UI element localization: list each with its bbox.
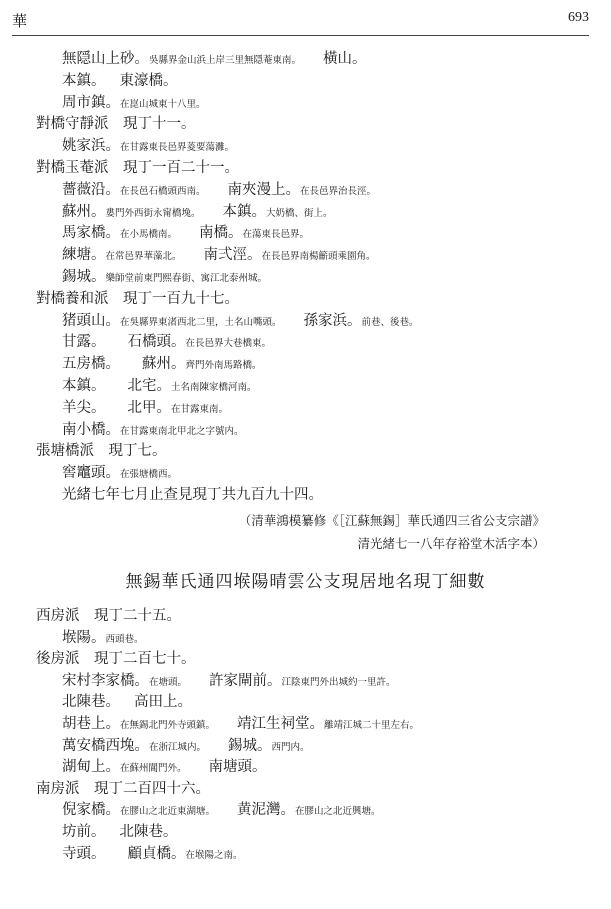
place-entry (0, 311, 611, 333)
place-name: 光緒七年七月止查見現丁共九百九十四。 (62, 487, 323, 503)
place-name: 蘇州。 (62, 203, 106, 220)
place-name: 胡巷上。 (62, 716, 120, 732)
place-entry (0, 628, 611, 650)
place-name: 甘露。 (62, 334, 106, 351)
place-name: 五房橋。 (62, 356, 120, 373)
place-name: 本鎮。 (222, 203, 267, 220)
place-name: 窖竈頭。 (62, 465, 120, 482)
place-note: 西門内。 (271, 741, 310, 753)
place-name: 猪頭山。 (62, 312, 120, 329)
place-note: 在塘頭。 (149, 676, 188, 688)
place-note: 吳縣界金山浜上岸三里無隠菴東南。 (149, 55, 302, 66)
place-name: 羊尖。 (62, 399, 106, 416)
place-entry (0, 736, 611, 758)
source-citation-line2: 清光緒七一八年存裕堂木活字本） (357, 536, 545, 551)
header-rule (12, 35, 589, 36)
place-entry (0, 376, 611, 398)
place-entry (0, 71, 611, 91)
place-name: 姚家浜。 (62, 138, 120, 155)
place-name: 南夾漫上。 (227, 181, 301, 198)
place-note: 在長邑界大巷橋東。 (185, 338, 272, 350)
page-number: 693 (568, 10, 589, 25)
place-note: 在甘露東長邑界菱要蕩灘。 (120, 142, 235, 154)
place-name: 南弍涇。 (203, 247, 262, 264)
section-heading: 無錫華氏通四堠陽晴雲公支現居地名現丁細數 (125, 572, 486, 592)
place-name: 宋村李家橋。 (62, 672, 149, 689)
place-note: 在張塘橋西。 (120, 469, 178, 481)
place-note: 江陰東門外出城約一里許。 (281, 676, 396, 688)
place-note: 在膠山之北近東湖塘。 (120, 806, 216, 818)
place-entry (0, 463, 611, 485)
branch-heading: 後房派 現丁二百七十。 (36, 651, 196, 668)
place-note: 在蕩東長邑界。 (242, 229, 310, 241)
place-entry (0, 223, 611, 245)
place-entry (0, 671, 611, 693)
place-entry (0, 136, 611, 158)
place-name: 堠陽。 (62, 629, 106, 646)
place-note: 在堠陽之南。 (185, 849, 243, 861)
place-entry (0, 822, 611, 842)
place-note: 大奶橋、街上。 (266, 207, 333, 219)
place-note: 前巷、後巷。 (361, 316, 419, 328)
place-name: 北宅。 (127, 378, 171, 394)
place-note: 土名南陳家橋河南。 (171, 382, 257, 393)
place-name: 倪家橋。 (62, 802, 120, 819)
place-name: 蘇州。 (142, 356, 186, 373)
place-name: 本鎮。 (62, 378, 106, 394)
place-note: 在甘露東南北甲北之字號内。 (120, 425, 244, 437)
place-name: 孫家浜。 (303, 312, 362, 329)
place-entry (0, 202, 611, 224)
place-name: 北陳巷。 (62, 694, 120, 711)
place-name: 許家閘前。 (209, 672, 282, 689)
place-note: 在長邑石橋頭西南。 (120, 185, 206, 197)
place-name: 東濠橋。 (119, 72, 178, 89)
place-note: 在吳縣界東渚西北二里，土名山嘴頭。 (120, 316, 282, 328)
place-note: 西頭巷。 (105, 633, 144, 645)
place-note: 婁門外西街永甯橋堍。 (105, 207, 201, 219)
place-note: 在小馬橋南。 (120, 229, 178, 241)
place-note: 在長邑界南楊籪頭乘園角。 (261, 251, 376, 263)
place-note: 在浙江城内。 (149, 741, 207, 753)
place-entry (0, 180, 611, 202)
place-name: 黄泥灣。 (237, 802, 296, 819)
place-entry (0, 267, 611, 289)
place-name: 本鎮。 (62, 72, 106, 89)
place-note: 齊門外南馬路橋。 (185, 360, 262, 372)
place-name: 錫城。 (228, 737, 272, 754)
place-name: 石橋頭。 (127, 334, 186, 351)
place-note: 在蘇州閶門外。 (120, 763, 187, 775)
place-note: 樂師堂前東門熙春街、寓江北泰州城。 (105, 273, 268, 284)
place-name: 北陳巷。 (119, 824, 178, 840)
place-note: 在長邑界治長涇。 (300, 185, 377, 197)
place-name: 南塘頭。 (208, 759, 267, 776)
place-name: 無隠山上砂。 (62, 51, 149, 67)
place-name: 寺頭。 (62, 845, 106, 862)
place-entry (0, 398, 611, 420)
place-entry (0, 354, 611, 376)
place-name: 北甲。 (127, 399, 171, 416)
place-name: 萬安橋西堍。 (62, 737, 149, 754)
place-entry (0, 332, 611, 354)
place-name: 南小橋。 (62, 421, 120, 438)
place-name: 練塘。 (62, 247, 106, 264)
header-title: 華 (12, 12, 28, 30)
branch-heading: 對橋養和派 現丁一百九十七。 (36, 290, 239, 307)
place-entry (0, 245, 611, 267)
place-note: 在膠山之北近興塘。 (295, 806, 381, 818)
branch-heading: 西房派 現丁二十五。 (36, 608, 181, 624)
place-name: 高田上。 (134, 694, 192, 711)
place-note: 離靖江城二十里左右。 (324, 720, 420, 731)
place-name: 錫城。 (62, 269, 106, 285)
place-note: 在崑山城東十八里。 (120, 98, 206, 110)
source-citation-line1: （清華鴻模纂修《［江蘇無錫］華氏通四三省公支宗譜》 (238, 513, 545, 528)
branch-heading: 對橋玉菴派 現丁一百二十一。 (36, 160, 239, 176)
place-name: 周市鎮。 (62, 94, 120, 111)
place-name: 坊前。 (62, 824, 106, 840)
place-name: 橫山。 (323, 51, 367, 67)
place-entry (0, 844, 611, 866)
place-entry (0, 714, 611, 736)
place-name: 湖甸上。 (62, 759, 120, 776)
branch-heading: 南房派 現丁二百四十六。 (36, 780, 210, 797)
place-entry (0, 757, 611, 779)
place-entry (0, 800, 611, 822)
place-name: 靖江生祠堂。 (237, 716, 325, 732)
place-entry (0, 692, 611, 712)
place-entry (0, 485, 611, 505)
place-note: 在常邑界華藻北。 (105, 251, 182, 263)
branch-heading: 張塘橋派 現丁七。 (36, 443, 167, 460)
place-name: 南橋。 (199, 225, 243, 242)
place-name: 顧貞橋。 (127, 845, 186, 862)
place-name: 薔薇沿。 (62, 181, 120, 198)
place-note: 在甘露東南。 (171, 403, 229, 415)
place-name: 馬家橋。 (62, 225, 120, 242)
place-entry (0, 420, 611, 442)
place-entry (0, 93, 611, 115)
branch-heading: 對橋守靜派 現丁十一。 (36, 116, 196, 133)
place-entry (0, 49, 611, 71)
place-note: 在無錫北門外寺頭鎮。 (120, 720, 216, 731)
